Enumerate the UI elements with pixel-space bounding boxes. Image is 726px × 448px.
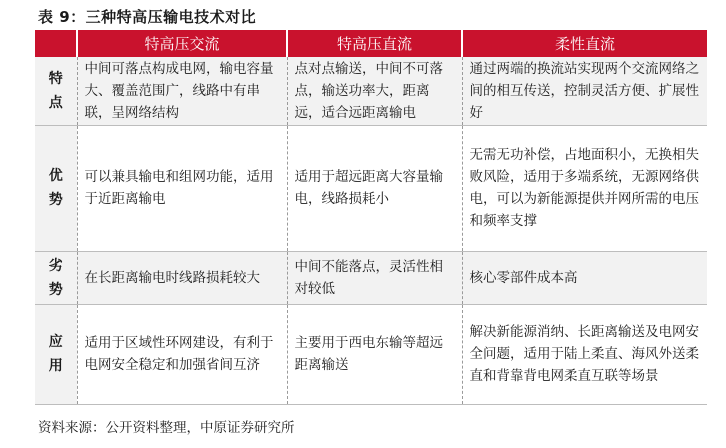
row-features	[35, 57, 707, 125]
row-label-advantages: 优 势	[35, 125, 77, 251]
source-note: 资料来源：公开资料整理，中原证券研究所	[38, 420, 295, 436]
cell-disadvantages-dc: 中间不能落点，灵活性相对较低	[287, 251, 462, 304]
row-advantages	[35, 125, 707, 251]
cell-disadvantages-flex: 核心零部件成本高	[462, 251, 707, 304]
cell-applications-dc: 主要用于西电东输等超远距离输送	[287, 304, 462, 404]
cell-applications-flex: 解决新能源消纳、长距离输送及电网安全问题，适用于陆上柔直、海风外送柔直和背靠背电网柔直互联等场景	[462, 304, 707, 404]
comparison-table	[35, 30, 707, 405]
table-header-row	[35, 30, 707, 57]
row-label-features: 特 点	[35, 57, 77, 125]
cell-disadvantages-ac: 在长距离输电时线路损耗较大	[77, 251, 287, 304]
header-uhv-ac: 特高压交流	[77, 30, 287, 57]
table-title: 表 9：三种特高压输电技术对比	[38, 8, 257, 26]
cell-features-dc: 点对点输送，中间不可落点，输送功率大，距离远，适合远距离输电	[287, 57, 462, 125]
cell-features-flex: 通过两端的换流站实现两个交流网络之间的相互传送，控制灵活方便、扩展性好	[462, 57, 707, 125]
header-uhv-dc: 特高压直流	[287, 30, 462, 57]
header-flexible-dc: 柔性直流	[462, 30, 707, 57]
cell-advantages-ac: 可以兼具输电和组网功能，适用于近距离输电	[77, 125, 287, 251]
row-applications	[35, 304, 707, 404]
row-label-applications: 应 用	[35, 304, 77, 404]
header-corner	[35, 30, 77, 57]
cell-advantages-flex: 无需无功补偿，占地面积小，无换相失败风险，适用于多端系统，无源网络供电，可以为新能源提供并网所需的电压和频率支撑	[462, 125, 707, 251]
row-label-disadvantages: 劣 势	[35, 251, 77, 304]
cell-features-ac: 中间可落点构成电网，输电容量大、覆盖范围广，线路中有串联，呈网络结构	[77, 57, 287, 125]
cell-advantages-dc: 适用于超远距离大容量输电，线路损耗小	[287, 125, 462, 251]
row-disadvantages	[35, 251, 707, 304]
cell-applications-ac: 适用于区域性环网建设，有利于电网安全稳定和加强省间互济	[77, 304, 287, 404]
